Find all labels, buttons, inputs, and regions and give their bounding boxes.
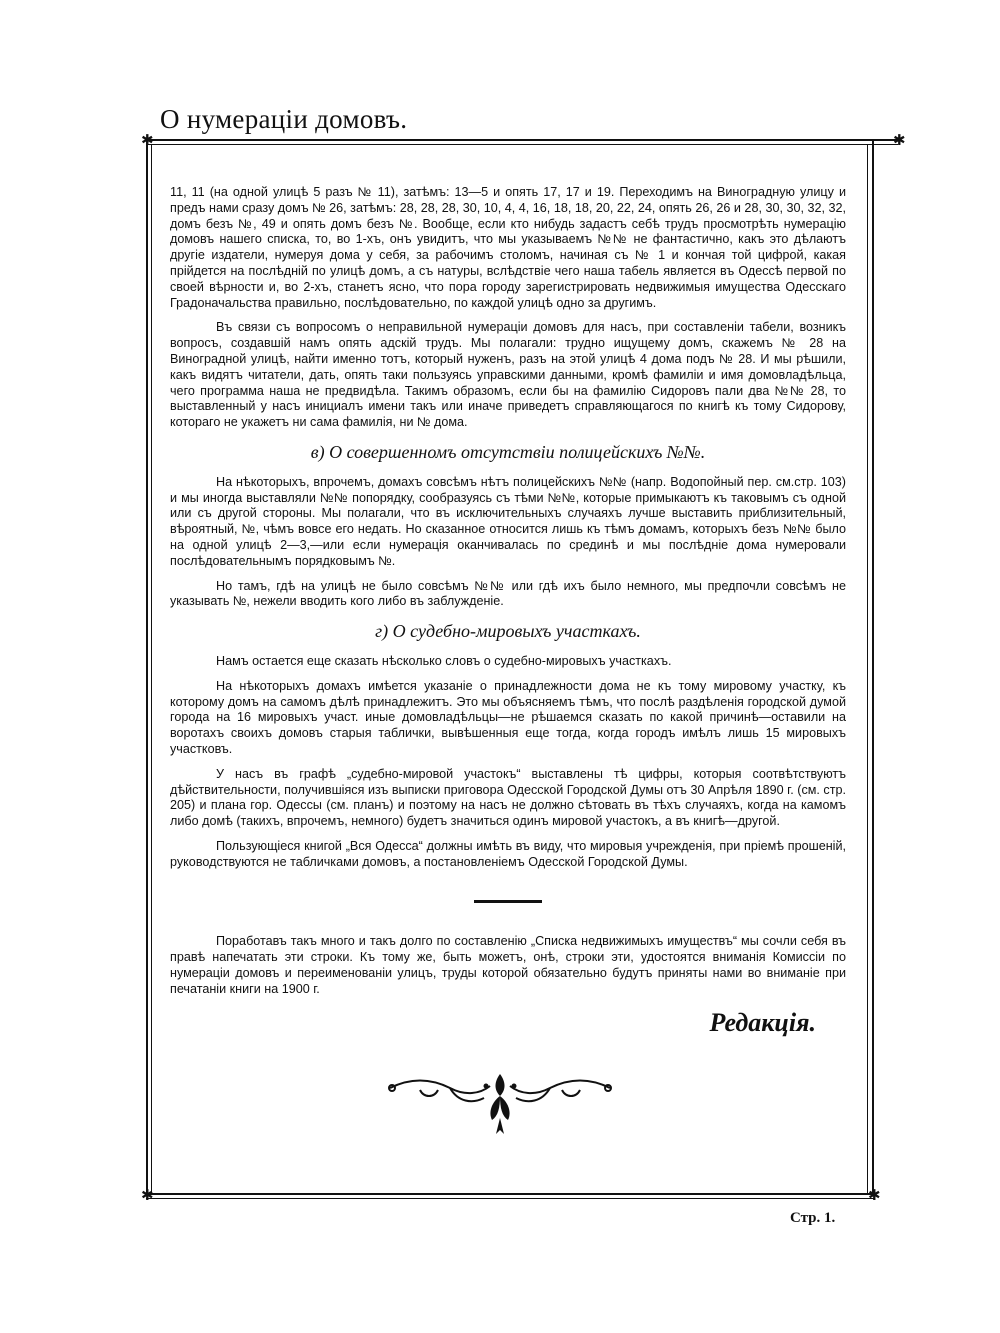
asterisk-ornament-icon: ✱ bbox=[868, 1186, 881, 1204]
paragraph-v1: На нѣкоторыхъ, впрочемъ, домахъ совсѣмъ нѣтъ полицейскихъ №№ (напр. Водопойный пер. см.стр. 103) и мы иногда выставляли №№ попорядку, сообразуясь съ тѣми №№, которые примыкаютъ къ таковымъ съ одной или съ другой стороны. Мы полагали, что въ исключительныхъ случаяхъ лучше выставить приблизительный, вѣроятный, №, чѣмъ вовсе его недать. Но сказанное относится лишь къ тѣмъ домамъ, которыхъ безъ №№ было на одной улицѣ 2—3,—или если нумерація оканчивалась по срединѣ и мы послѣдніе дома нумеровали послѣдовательнымъ порядковымъ №. bbox=[170, 474, 846, 568]
left-border bbox=[146, 139, 148, 1193]
paragraph-v2: Но тамъ, гдѣ на улицѣ не было совсѣмъ №№ или гдѣ ихъ было немного, мы предпочли совсѣмъ не указывать №, нежели вводить кого либо въ заблужденіе. bbox=[170, 578, 846, 609]
left-border-inner bbox=[151, 144, 152, 1193]
floral-scroll-vignette-icon bbox=[380, 1068, 620, 1140]
paragraph-connection: Въ связи съ вопросомъ о неправильной нумераціи домовъ для насъ, при составленіи табели, возникъ вопросъ, создавшій намъ опять адскій трудъ. Мы полагали: трудно ищущему домъ, скажемъ № 28 на Виноградной улицѣ, найти именно тотъ, который нуженъ, разъ на этой улицѣ 4 дома подъ № 28. И мы рѣшили, какъ видятъ читатели, дать, опять таки пользуясь управскими данными, кромѣ фамиліи и имя домовладѣльца, чего программа наша не предвидѣла. Такимъ образомъ, если бы на фамилію Сидоровъ пали два №№ 28, то выставленный у насъ инициалъ имени такъ или иначе приведетъ справляющагося по книгѣ къ тому Сидорову, котораго не укажетъ ни сама фамилія, ни № дома. bbox=[170, 320, 846, 430]
section-heading-v: в) О совершенномъ отсутствіи полицейскихъ №№. bbox=[310, 441, 706, 462]
asterisk-ornament-icon: ✱ bbox=[141, 131, 154, 149]
bottom-double-rule-outer bbox=[146, 1193, 874, 1195]
asterisk-ornament-icon: ✱ bbox=[141, 1186, 154, 1204]
top-double-rule-outer bbox=[146, 139, 898, 141]
bottom-double-rule-inner bbox=[146, 1198, 874, 1199]
page-title: О нумераціи домовъ. bbox=[160, 104, 408, 134]
paragraph-g4: Пользующіеся книгой „Вся Одесса“ должны имѣть въ виду, что мировыя учрежденія, при пріемѣ прошеній, руководствуются не табличками домовъ, а постановленіемъ Одесской Городской Думы. bbox=[170, 838, 846, 869]
signature-editorial: Редакція. bbox=[709, 1008, 816, 1038]
paragraph-g3: У насъ въ графѣ „судебно-мировой участокъ“ выставлены тѣ цифры, которыя соотвѣтствуютъ дѣйствительности, получившіяся изъ выписки приговора Одесской Городской Думы отъ 30 Апрѣля 1890 г. (см. стр. 205) и плана гор. Одессы (см. планъ) и поэтому на насъ не должно сѣтовать въ тѣхъ случаяхъ, когда на камомъ либо домѣ (такихъ, впрочемъ, немного) будетъ значиться одинъ мировой участокъ, а въ книгѣ—другой. bbox=[170, 766, 846, 829]
paragraph-g1: Намъ остается еще сказать нѣсколько словъ о судебно-мировыхъ участкахъ. bbox=[216, 653, 672, 668]
paragraph-g2: На нѣкоторыхъ домахъ имѣется указаніе о принадлежности дома не къ тому мировому участку, къ которому домъ на самомъ дѣлѣ принадлежитъ. Это мы объясняемъ тѣмъ, что послѣ раздѣленія городской думой города на 16 мировыхъ участ. иные домовладѣльцы—не рѣшаемся сказать по какой причинѣ—оставили на воротахъ своихъ домовъ старыя таблички, вывѣшенныя еще тогда, когда городъ имѣлъ лишь 15 мировыхъ участковъ. bbox=[170, 678, 846, 756]
page-number: Стр. 1. bbox=[790, 1210, 836, 1226]
section-heading-g: г) О судебно-мировыхъ участкахъ. bbox=[375, 621, 641, 642]
asterisk-ornament-icon: ✱ bbox=[893, 131, 906, 149]
article-body bbox=[170, 185, 846, 1038]
section-divider bbox=[170, 892, 846, 908]
paragraph-closing: Поработавъ такъ много и такъ долго по составленію „Списка недвижимыхъ имуществъ“ мы сочли себя въ правѣ напечатать эти строки. Къ тому же, быть можетъ, онѣ, строки эти, удостоятся вниманія Комиссіи по нумераціи домовъ и переименованіи улицъ, труды которой обязательно будутъ приняты нами во вниманіе при печатаніи книги на 1900 г. bbox=[170, 934, 846, 996]
paragraph-intro: 11, 11 (на одной улицѣ 5 разъ № 11), затѣмъ: 13—5 и опять 17, 17 и 19. Переходимъ на Виноградную улицу и предъ нами сразу домъ № 26, затѣмъ: 28, 28, 28, 30, 10, 4, 4, 16, 18, 18, 20, 22, 24, опять 26, 26 и 28, 30, 30, 32, 32, домъ безъ №, 49 и опять домъ безъ №. Вообще, если кто нибудь задастъ себѣ трудъ просмотрѣть нумерацію домовъ нашего списка, то, во 1-хъ, онъ увидитъ, что мы указываемъ №№ не фантастично, какъ это дѣлаютъ другіе издатели, нумеруя дома у себя, за рабочимъ столомъ, начиная съ № 1 и кончая той цифрой, какая прійдется на послѣдній по улицѣ домъ, а съ натуры, вслѣдствіе чего наша табель является въ Одессѣ первой по своей вѣрности и, во 2-хъ, станетъ ясно, что пора городу зарегистрировать недвижимыя имущества Одесскаго Градоначальства правильно, послѣдовательно, по каждой улицѣ одно за другимъ. bbox=[170, 185, 846, 310]
top-double-rule-inner bbox=[146, 144, 898, 145]
right-border bbox=[872, 139, 874, 1193]
right-border-inner bbox=[867, 144, 868, 1193]
